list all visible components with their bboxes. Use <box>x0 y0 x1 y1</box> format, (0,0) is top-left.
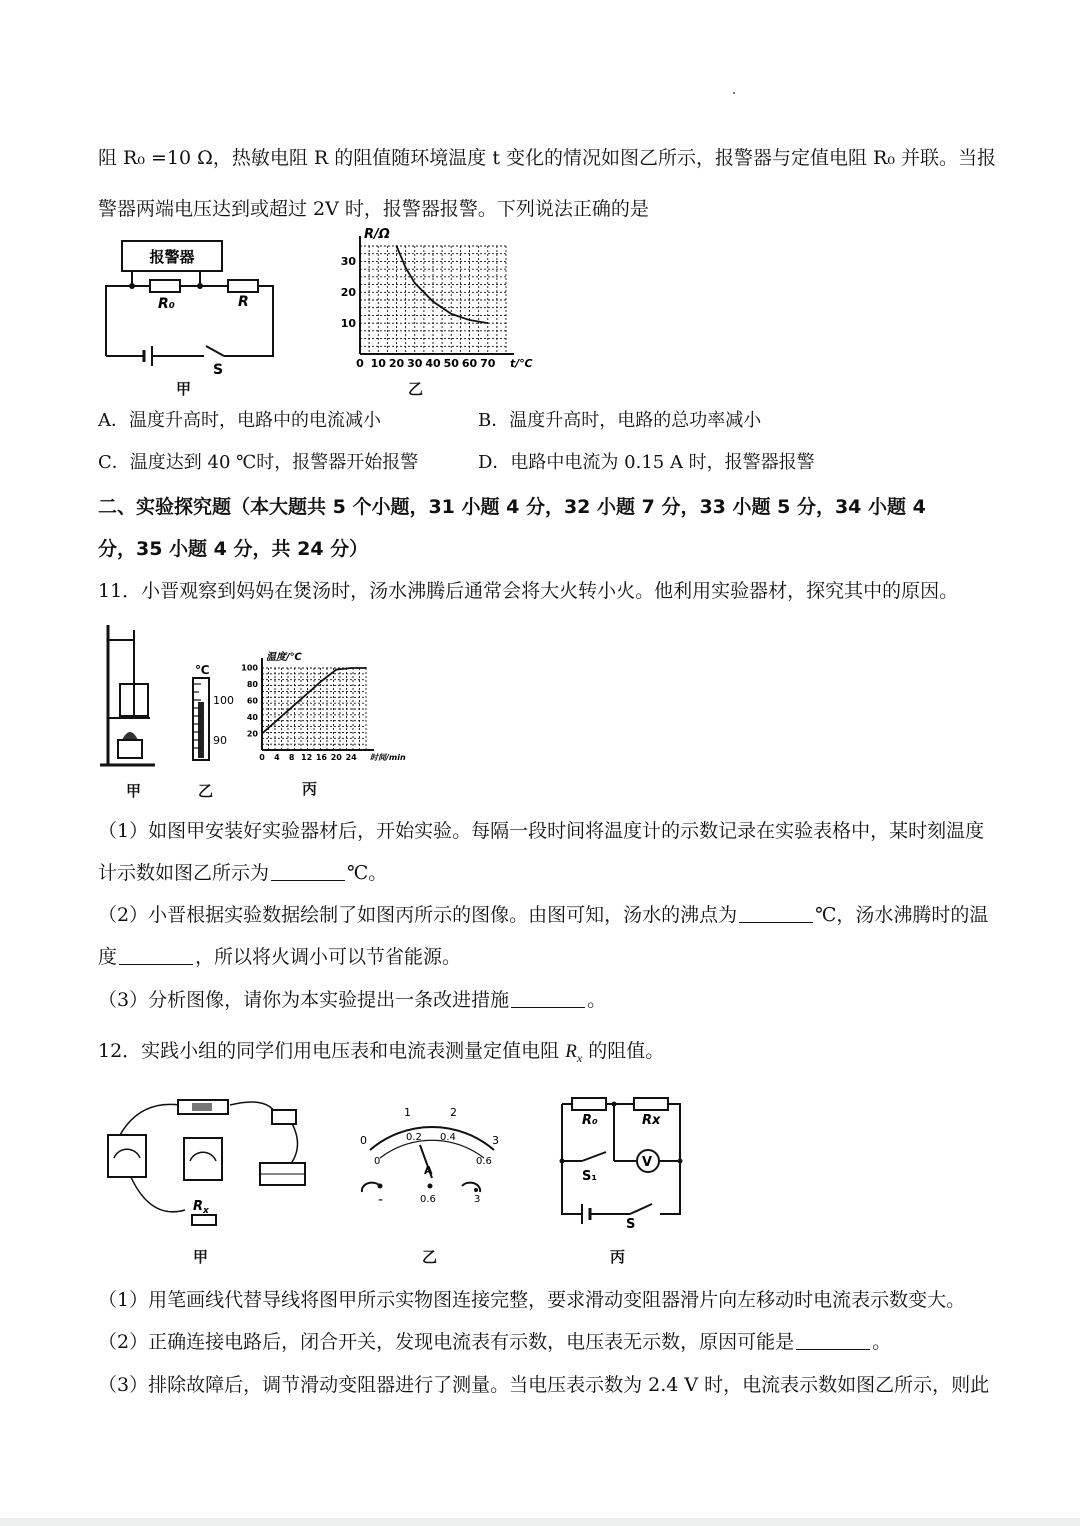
r-resistor <box>228 280 258 292</box>
x-tick-label: 20 <box>388 357 405 370</box>
q11-p2-b: 度 <box>98 946 118 968</box>
q11-stem: 11．小晋观察到妈妈在煲汤时，汤水沸腾后通常会将大火转小火。他利用实验器材，探究其中的原因。 <box>98 580 959 602</box>
y-axis-label: R/Ω <box>364 227 390 242</box>
x-tick-label: 24 <box>345 753 357 762</box>
s1-label: S₁ <box>582 1169 598 1184</box>
thermometer-unit: ℃ <box>195 663 210 677</box>
data-point <box>335 669 337 671</box>
mercury-column <box>198 702 204 758</box>
switch-s1 <box>582 1152 606 1161</box>
switch-device <box>272 1110 296 1124</box>
x-tick-label: 70 <box>480 357 496 370</box>
q12-stem-line <box>98 1036 982 1073</box>
terminal-06: 0.6 <box>420 1194 436 1205</box>
alarm-label: 报警器 <box>149 248 195 266</box>
scale-bottom-06: 0.6 <box>476 1156 492 1167</box>
x-tick-label: 12 <box>301 753 313 762</box>
x-tick-label: 30 <box>407 357 423 370</box>
y-tick-label: 20 <box>340 285 356 299</box>
q11-p1-b-end: ℃。 <box>347 862 388 884</box>
q11-p3: （3）分析图像，请你为本实验提出一条改进措施 <box>98 989 510 1011</box>
data-point <box>276 720 278 722</box>
q11-blank-4[interactable] <box>511 989 585 1008</box>
q12-physical-circuit <box>100 1090 315 1240</box>
r0-resistor-schematic <box>572 1098 606 1110</box>
data-point <box>405 267 407 269</box>
q10-line-1: 阻 R₀ =10 Ω，热敏电阻 R 的阻值随环境温度 t 变化的情况如图乙所示，报警器与定值电阻 R₀ 并联。当报 <box>98 147 996 169</box>
q12-fig-bing-caption: 丙 <box>610 1248 626 1266</box>
scale-top-1: 1 <box>404 1106 411 1119</box>
option-b[interactable]: B．温度升高时，电路的总功率减小 <box>478 410 762 431</box>
q12-stem-b: 的阻值。 <box>588 1040 665 1062</box>
q12-stem-a: 12．实践小组的同学们用电压表和电流表测量定值电阻 <box>98 1040 560 1062</box>
q11-thermometer-figure <box>185 660 245 765</box>
data-point <box>432 301 434 303</box>
q10-line-2: 警器两端电压达到或超过 2V 时，报警器报警。下列说法正确的是 <box>98 198 649 220</box>
q12-schematic <box>552 1094 687 1232</box>
schematic-rx-label: Rx <box>642 1113 661 1128</box>
page-bottom-band <box>0 1518 1080 1526</box>
option-d[interactable]: D．电路中电流为 0.15 A 时，报警器报警 <box>478 452 815 473</box>
y-tick-label: 60 <box>246 696 258 706</box>
x-tick-label: 10 <box>370 357 386 370</box>
y-axis-label: 温度/℃ <box>266 652 302 663</box>
q12-p3: （3）排除故障后，调节滑动变阻器进行了测量。当电压表示数为 2.4 V 时，电流表示数如图乙所示，则此 <box>98 1374 990 1396</box>
q10-fig-jia-caption: 甲 <box>176 380 192 398</box>
data-point <box>350 667 352 669</box>
q11-temp-time-chart <box>240 650 420 770</box>
r0-label: R₀ <box>158 296 175 312</box>
speck <box>733 92 735 94</box>
data-point <box>450 313 452 315</box>
q11-p1-a: （1）如图甲安装好实验器材后，开始实验。每隔一段时间将温度计的示数记录在实验表格中，某时刻温度 <box>98 820 985 842</box>
data-point <box>414 282 416 284</box>
v-label: V <box>642 1155 653 1170</box>
x-axis-label: t/℃ <box>510 357 533 370</box>
s-label: S <box>626 1217 636 1232</box>
q11-fig-bing-caption: 丙 <box>302 780 318 798</box>
q11-fig-jia-caption: 甲 <box>126 782 142 800</box>
scale-top-3: 3 <box>492 1134 499 1147</box>
data-point <box>306 693 308 695</box>
rx-device <box>192 1215 216 1225</box>
q11-fig-yi-caption: 乙 <box>198 782 214 800</box>
unit-a: A <box>424 1164 433 1177</box>
q12-rx-label: R <box>193 1199 204 1214</box>
q11-blank-1[interactable] <box>271 862 345 881</box>
y-tick-label: 100 <box>241 663 258 673</box>
scale-top-2: 2 <box>450 1106 457 1119</box>
option-a[interactable]: A．温度升高时，电路中的电流减小 <box>98 410 381 431</box>
q12-stem-sub: x <box>576 1050 583 1065</box>
q12-ammeter-dial <box>352 1100 512 1210</box>
q11-p1-b: 计示数如图乙所示为 <box>98 862 270 884</box>
q11-p2-b-end: ，所以将火调小可以节省能源。 <box>195 946 462 968</box>
q12-p2-line <box>98 1327 982 1357</box>
rx-resistor-schematic <box>634 1098 668 1110</box>
y-tick-label: 20 <box>246 729 258 739</box>
q11-p2-a-line <box>98 900 989 930</box>
y-tick-label: 30 <box>340 255 356 269</box>
q12-p2: （2）正确连接电路后，闭合开关，发现电流表有示数，电压表无示数，原因可能是 <box>98 1331 795 1353</box>
y-tick-label: 80 <box>246 680 258 690</box>
r0-resistor <box>150 280 180 292</box>
r-label: R <box>238 294 249 310</box>
terminal-minus: - <box>378 1192 384 1208</box>
q12-blank-1[interactable] <box>796 1331 870 1350</box>
q12-rx-sub: x <box>203 1206 209 1216</box>
section-2-heading-2: 分，35 小题 4 分，共 24 分） <box>98 538 369 560</box>
q11-p3-end: 。 <box>587 989 607 1011</box>
q12-stem-var: R <box>565 1041 577 1062</box>
y-tick-label: 40 <box>246 712 258 722</box>
q10-rt-chart <box>330 227 533 373</box>
data-point <box>291 706 293 708</box>
option-c[interactable]: C．温度达到 40 ℃时，报警器开始报警 <box>98 452 419 473</box>
scale-bottom-04: 0.4 <box>440 1132 456 1143</box>
label-100: 100 <box>213 694 234 707</box>
q12-fig-jia-caption: 甲 <box>193 1248 209 1266</box>
x-tick-label: 0 <box>259 753 265 762</box>
data-point <box>469 319 471 321</box>
x-tick-label: 60 <box>461 357 478 370</box>
q11-p1-b-line <box>98 858 982 888</box>
switch-s <box>630 1204 652 1214</box>
q12-fig-yi-caption: 乙 <box>422 1248 438 1266</box>
terminal-3: 3 <box>474 1194 481 1205</box>
data-point <box>321 680 323 682</box>
q11-p2-a-mid: ℃，汤水沸腾时的温 <box>815 904 989 926</box>
q11-p2-b-line <box>98 942 982 972</box>
burner <box>118 740 142 758</box>
q12-p2-end: 。 <box>872 1331 892 1353</box>
q11-p3-line <box>98 985 982 1015</box>
label-90: 90 <box>213 734 227 747</box>
x-tick-label: 40 <box>425 357 441 370</box>
scale-top-0: 0 <box>360 1134 367 1147</box>
switch-label: S <box>213 362 224 378</box>
data-point <box>487 322 489 324</box>
q11-blank-3[interactable] <box>119 946 193 965</box>
q11-blank-2[interactable] <box>739 904 813 923</box>
q12-p1: （1）用笔画线代替导线将图甲所示实物图连接完整，要求滑动变阻器滑片向左移动时电流表示数变大。 <box>98 1289 966 1311</box>
switch-blade <box>206 346 224 356</box>
y-tick-label: 10 <box>340 316 356 330</box>
q10-fig-yi-caption: 乙 <box>408 380 424 398</box>
data-point <box>396 245 398 247</box>
scale-bottom-0: 0 <box>374 1156 381 1167</box>
data-point <box>365 667 367 669</box>
voltmeter-device <box>184 1138 222 1180</box>
data-point <box>261 733 263 735</box>
ammeter-device <box>108 1135 146 1177</box>
schematic-r0-label: R₀ <box>582 1113 598 1128</box>
x-tick-label: 16 <box>315 753 327 762</box>
section-2-heading-1: 二、实验探究题（本大题共 5 个小题，31 小题 4 分，32 小题 7 分，33 小题 5 分，34 小题 4 <box>98 496 926 518</box>
q11-apparatus-figure <box>100 620 160 770</box>
q10-circuit-diagram <box>100 236 285 376</box>
x-tick-label: 4 <box>274 753 280 762</box>
scale-bottom-02: 0.2 <box>406 1132 422 1143</box>
burner-flame <box>122 732 138 740</box>
x-axis-label: 时间/min <box>370 753 406 762</box>
x-tick-label: 50 <box>443 357 459 370</box>
x-tick-label: 8 <box>288 753 295 762</box>
x-tick-label: 20 <box>330 753 342 762</box>
q11-p2-a: （2）小晋根据实验数据绘制了如图丙所示的图像。由图可知，汤水的沸点为 <box>98 904 738 926</box>
x-tick-label: 0 <box>356 357 364 370</box>
